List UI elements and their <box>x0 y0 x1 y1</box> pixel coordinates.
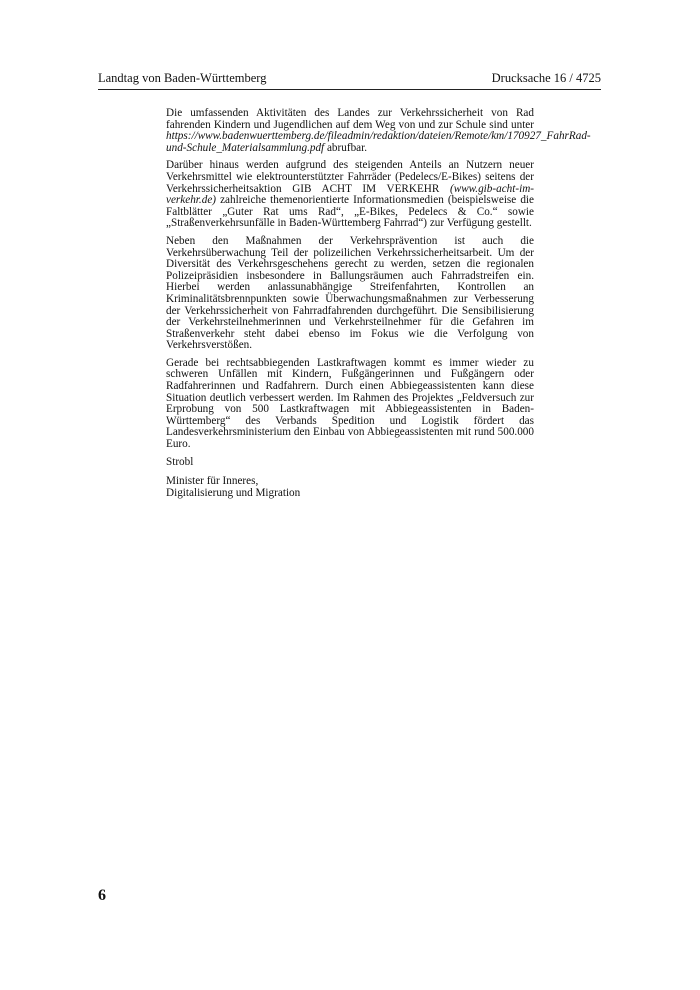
signature-name: Strobl <box>166 455 194 468</box>
body-text <box>166 107 591 505</box>
signature-title-line1: Minister für Inneres, <box>166 475 259 488</box>
signature-title <box>166 476 534 499</box>
page-number: 6 <box>98 887 106 904</box>
signature-title-line2: Digitalisierung und Migration <box>166 486 301 499</box>
paragraph-3: Neben den Maßnahmen der Verkehrsprävention ist auch die Verkehrsüberwachung Teil der polizeilichen Verkehrssicherheitsarbeit. Um der Diversität des Verkehrsgeschehens gerecht zu werden, setzen die regionalen Polizeipräsidien insbesondere in Ballungsräumen auch Fahrradstreifen ein. Hierbei werden anlassunabhängige Streifenfahrten, Kontrollen an Kriminalitätsbrennpunkten sowie Überwachungsmaßnahmen zur Verbesserung der Verkehrssicherheit von Fahrradfahrenden durchgeführt. Die Sensibilisierung der Verkehrsteilnehmerinnen und Verkehrsteilnehmer für die Gefahren im Straßenverkehr steht dabei ebenso im Fokus wie die Verfolgung von Verkehrsverstößen. <box>166 234 534 352</box>
paragraph-4: Gerade bei rechtsabbiegenden Lastkraftwagen kommt es immer wieder zu schweren Unfällen mit Kindern, Fußgängerinnen und Fußgängern oder Radfahrerinnen und Radfahrern. Durch einen Abbiegeassistenten kann diese Situation deutlich verbessert werden. Im Rahmen des Projektes „Feldversuch zur Erprobung von 500 Lastkraftwagen mit Abbiegeassistenten in Baden-Württemberg“ des Verbands Spedition und Logistik fördert das Landesverkehrsministerium den Einbau von Abbiegeassistenten mit rund 500.000 Euro. <box>166 356 534 451</box>
paragraph-1-end: abrufbar. <box>324 141 368 154</box>
paragraph-2 <box>166 160 534 230</box>
materials-link[interactable]: https://www.badenwuerttemberg.de/fileadmin/redaktion/dateien/Remote/km/170927_FahrRad-und-Schule_Materialsammlung.pdf <box>166 130 591 154</box>
page-header <box>98 71 601 90</box>
paragraph-2-text: Darüber hinaus werden aufgrund des steigenden Anteils an Nutzern neuer Verkehrsmittel wie elektrounterstützter Fahrräder (Pedelecs/E-Bikes) seitens der Verkehrssicherheitsaktion GIB ACHT IM VERKEHR <box>166 159 534 195</box>
header-parliament: Landtag von Baden-Württemberg <box>98 71 267 85</box>
paragraph-2-end: zahlreiche themenorientierte Informationsmedien (beispielsweise die Faltblätter „Guter Rat ums Rad“, „E-Bikes, Pedelecs & Co.“ sowie „Straßenverkehrsunfälle in Baden-Württemberg Fahrrad“) zur Verfügung gestellt. <box>166 194 534 230</box>
paragraph-1 <box>166 107 591 154</box>
campaign-link[interactable]: (www.gib-acht-im-verkehr.de) <box>166 182 534 207</box>
header-document-number: Drucksache 16 / 4725 <box>491 71 601 85</box>
paragraph-1-text: Die umfassenden Aktivitäten des Landes zur Verkehrssicherheit von Rad fahrenden Kindern und Jugendlichen auf dem Weg von und zur Schule sind unter <box>166 107 534 131</box>
